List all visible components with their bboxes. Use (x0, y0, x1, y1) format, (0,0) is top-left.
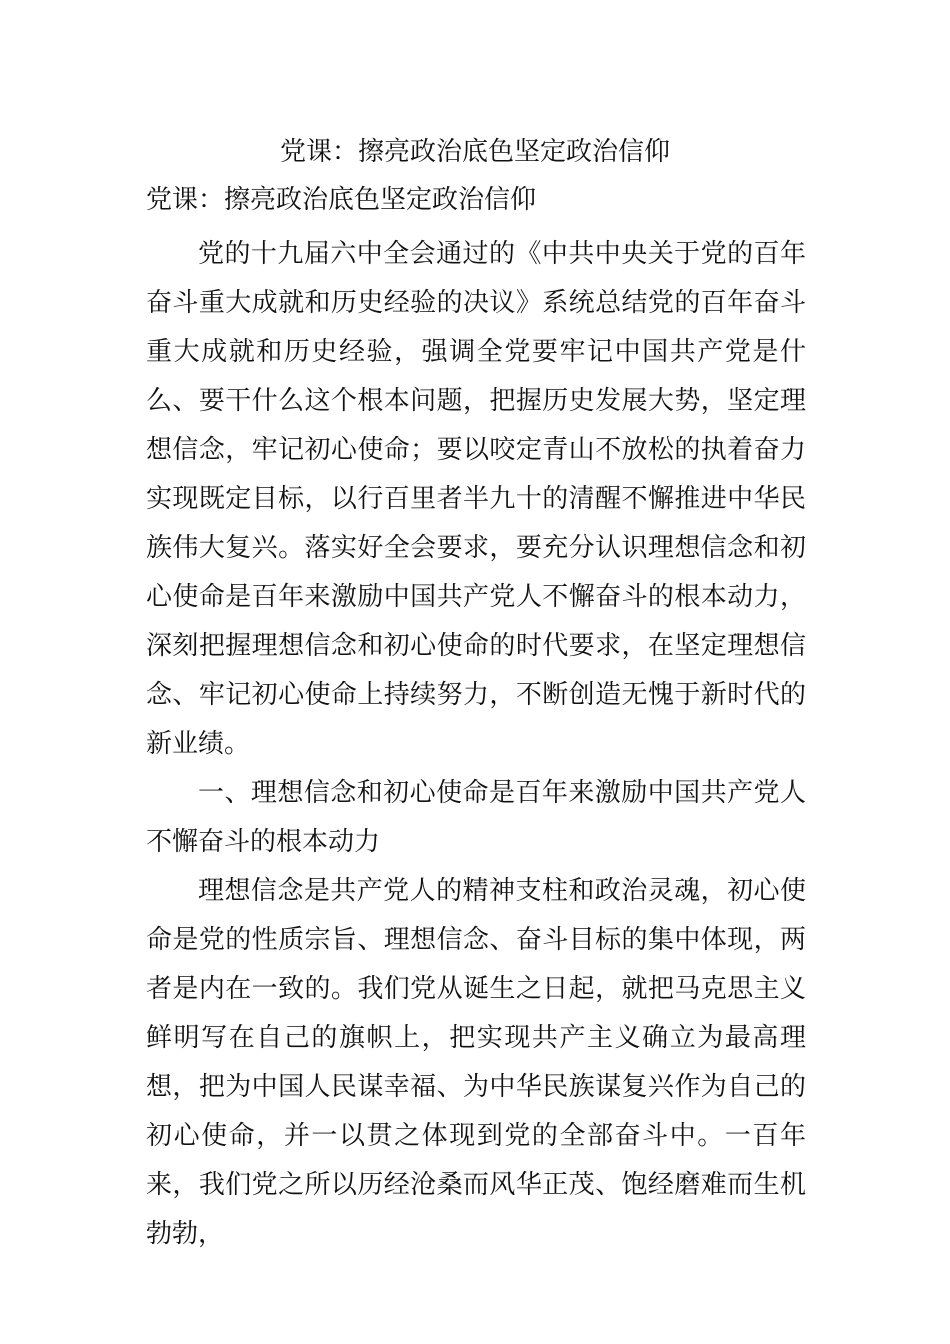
paragraph-intro: 党的十九届六中全会通过的《中共中央关于党的百年奋斗重大成就和历史经验的决议》系统总结党的百年奋斗重大成就和历史经验，强调全党要牢记中国共产党是什么、要干什么这个根本问题，把握历史发展大势，坚定理想信念，牢记初心使命；要以咬定青山不放松的执着奋力实现既定目标，以行百里者半九十的清醒不懈推进中华民族伟大复兴。落实好全会要求，要充分认识理想信念和初心使命是百年来激励中国共产党人不懈奋斗的根本动力，深刻把握理想信念和初心使命的时代要求，在坚定理想信念、牢记初心使命上持续努力，不断创造无愧于新时代的新业绩。 (146, 239, 806, 759)
paragraph-section-1: 理想信念是共产党人的精神支柱和政治灵魂，初心使命是党的性质宗旨、理想信念、奋斗目标的集中体现，两者是内在一致的。我们党从诞生之日起，就把马克思主义鲜明写在自己的旗帜上，把实现共产主义确立为最高理想，把为中国人民谋幸福、为中华民族谋复兴作为自己的初心使命，并一以贯之体现到党的全部奋斗中。一百年来，我们党之所以历经沧桑而风华正茂、饱经磨难而生机勃勃， (146, 876, 806, 1249)
document-body (146, 230, 806, 1259)
document-subtitle: 党课：擦亮政治底色坚定政治信仰 (146, 185, 537, 215)
section-heading-1: 一、理想信念和初心使命是百年来激励中国共产党人不懈奋斗的根本动力 (146, 778, 806, 857)
document-title: 党课：擦亮政治底色坚定政治信仰 (279, 137, 670, 167)
